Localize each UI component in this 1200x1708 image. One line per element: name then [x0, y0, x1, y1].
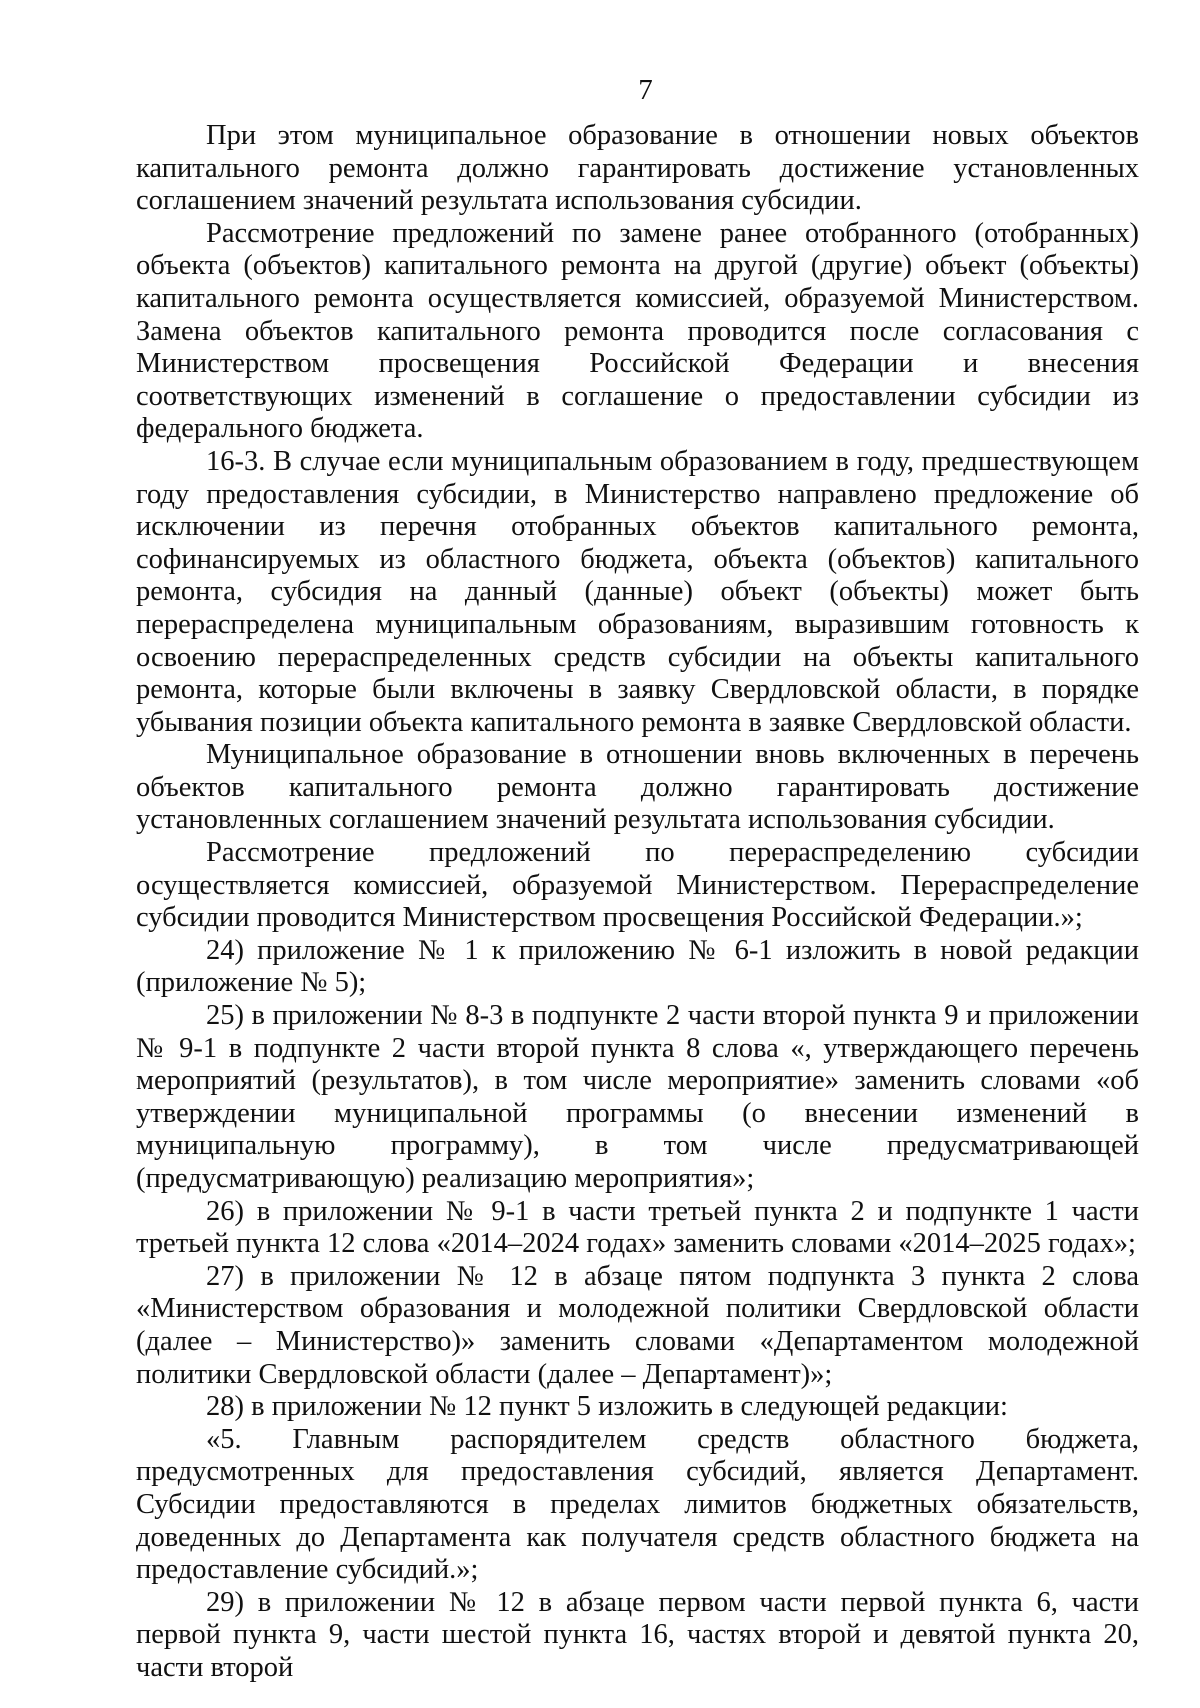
document-page	[136, 72, 1139, 1685]
paragraph-item-26: 26) в приложении № 9-1 в части третьей пункта 2 и подпункте 1 части третьей пункта 12 слова «2014–2024 годах» заменить словами «2014–2025 годах»;	[136, 1195, 1139, 1260]
paragraph-replacement-review: Рассмотрение предложений по замене ранее отобранного (отобранных) объекта (объектов) капитального ремонта на другой (другие) объект (объекты) капитального ремонта осуществляется комиссией, образуемой Министерством. Замена объектов капитального ремонта проводится после согласования с Министерством просвещения Российской Федерации и внесения соответствующих изменений в соглашение о предоставлении субсидии из федерального бюджета.	[136, 217, 1139, 445]
paragraph-item-29: 29) в приложении № 12 в абзаце первом части первой пункта 6, части первой пункта 9, части шестой пункта 16, частях второй и девятой пункта 20, части второй	[136, 1586, 1139, 1683]
paragraph-item-28: 28) в приложении № 12 пункт 5 изложить в следующей редакции:	[206, 1391, 1008, 1423]
paragraph-item-27: 27) в приложении № 12 в абзаце пятом подпункта 3 пункта 2 слова «Министерством образования и молодежной политики Свердловской области (далее – Министерство)» заменить словами «Департаментом молодежной политики Свердловской области (далее – Департамент)»;	[136, 1260, 1139, 1390]
page-number: 7	[638, 74, 653, 106]
paragraph-guarantee-new-objects: При этом муниципальное образование в отношении новых объектов капитального ремонта должно гарантировать достижение установленных соглашением значений результата использования субсидии.	[136, 120, 1139, 217]
paragraph-redistribution-review: Рассмотрение предложений по перераспределению субсидии осуществляется комиссией, образуемой Министерством. Перераспределение субсидии проводится Министерством просвещения Российской Федерации.»;	[136, 837, 1139, 934]
paragraph-guarantee-included-objects: Муниципальное образование в отношении вновь включенных в перечень объектов капитального ремонта должно гарантировать достижение установленных соглашением значений результата использования субсидии.	[136, 739, 1139, 836]
paragraph-16-3: 16-3. В случае если муниципальным образованием в году, предшествующем году предоставления субсидии, в Министерство направлено предложение об исключении из перечня отобранных объектов капитального ремонта, софинансируемых из областного бюджета, объекта (объектов) капитального ремонта, субсидия на данный (данные) объект (объекты) может быть перераспределена муниципальным образованиям, выразившим готовность к освоению перераспределенных средств субсидии на объекты капитального ремонта, которые были включены в заявку Свердловской области, в порядке убывания позиции объекта капитального ремонта в заявке Свердловской области.	[136, 445, 1139, 738]
paragraph-item-25: 25) в приложении № 8-3 в подпункте 2 части второй пункта 9 и приложении № 9-1 в подпункте 2 части второй пункта 8 слова «, утверждающего перечень мероприятий (результатов), в том числе мероприятие» заменить словами «об утверждении муниципальной программы (о внесении изменений в муниципальную программу), в том числе предусматривающей (предусматривающую) реализацию мероприятия»;	[136, 1000, 1139, 1194]
paragraph-item-5-quote: «5. Главным распорядителем средств областного бюджета, предусмотренных для предоставления субсидий, является Департамент. Субсидии предоставляются в пределах лимитов бюджетных обязательств, доведенных до Департамента как получателя средств областного бюджета на предоставление субсидий.»;	[136, 1423, 1139, 1586]
paragraph-item-24: 24) приложение № 1 к приложению № 6-1 изложить в новой редакции (приложение № 5);	[136, 934, 1139, 999]
